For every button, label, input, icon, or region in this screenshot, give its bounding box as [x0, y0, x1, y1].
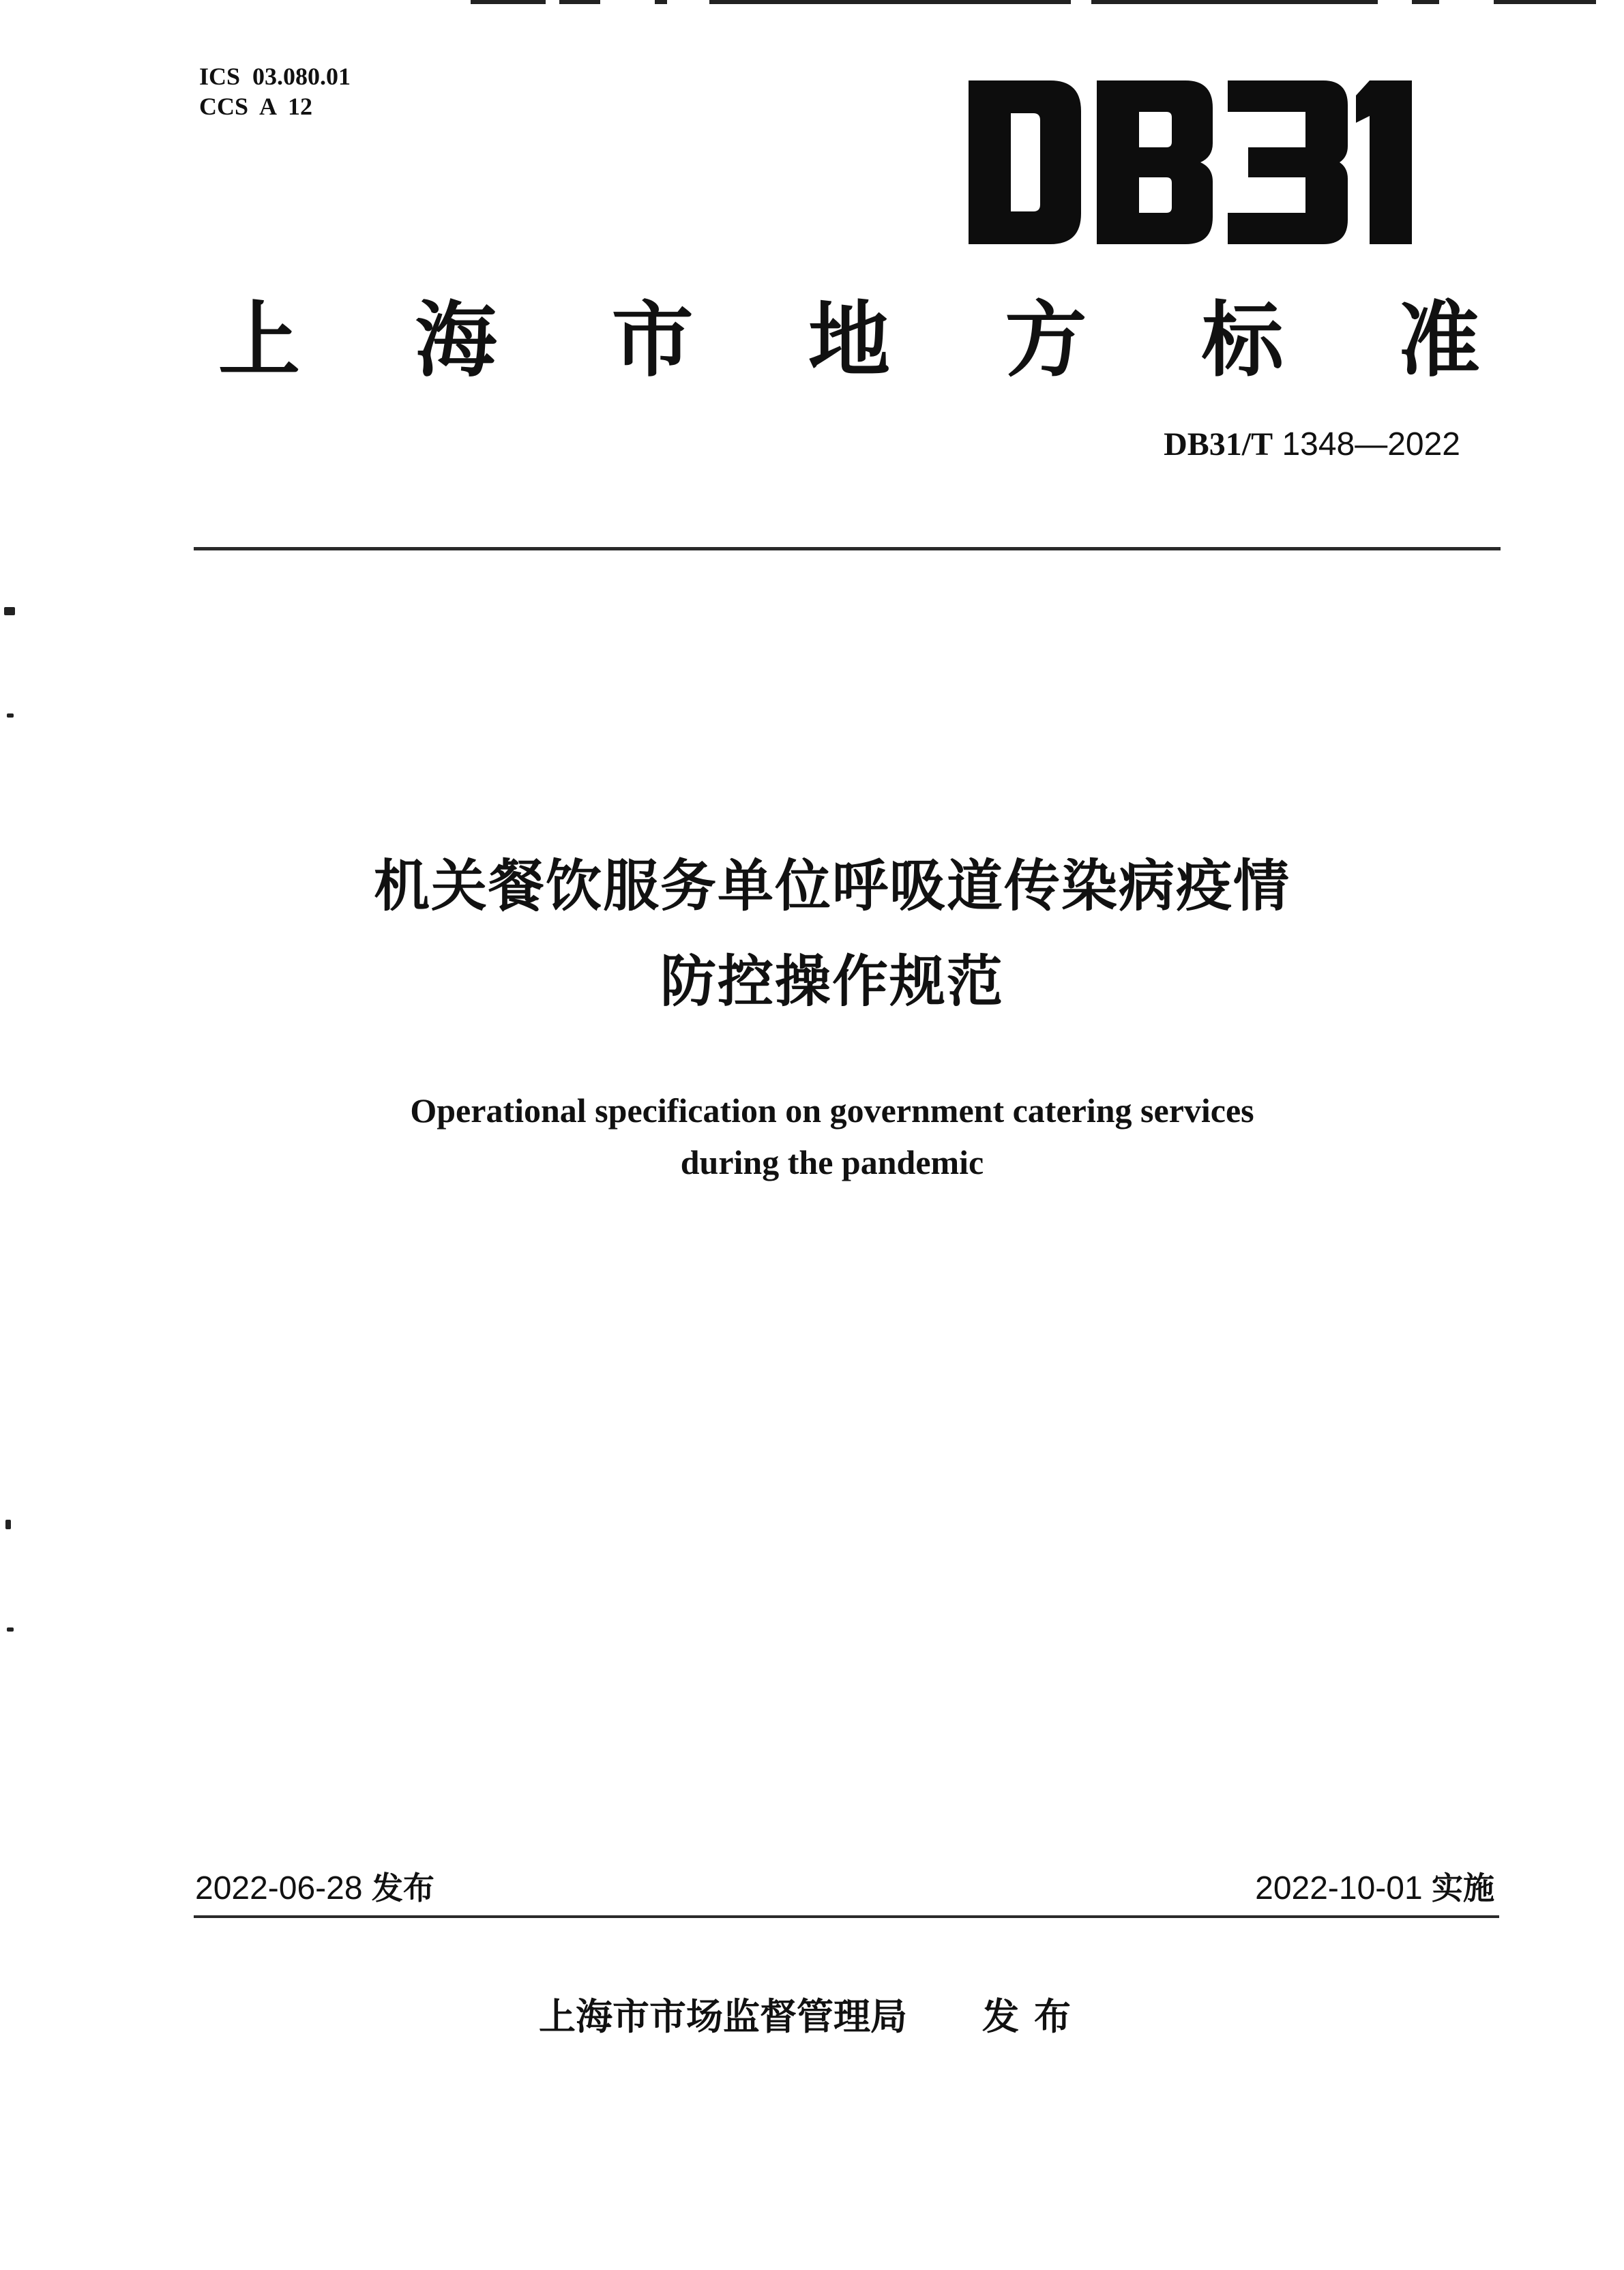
classification-codes — [199, 61, 351, 121]
title-char: 上 — [218, 293, 300, 388]
standard-code-number: 1348—2022 — [1282, 426, 1460, 462]
scan-speck — [7, 713, 14, 718]
standard-type-title — [218, 286, 1480, 396]
issuer-name: 上海市市场监督管理局 — [539, 1995, 907, 2038]
document-title-cn — [136, 839, 1528, 1030]
effective-date: 2022-10-01 — [1255, 1870, 1423, 1906]
standard-code-prefix: DB31/T — [1164, 426, 1273, 462]
scan-speck — [7, 1627, 14, 1632]
title-char: 市 — [611, 293, 694, 388]
title-cn-line-2: 防控操作规范 — [660, 949, 1004, 1014]
title-cn-line-1: 机关餐饮服务单位呼吸道传染病疫情 — [373, 854, 1290, 919]
title-char: 标 — [1201, 293, 1284, 388]
effective-label: 实施 — [1432, 1870, 1494, 1906]
document-title-en — [136, 1085, 1528, 1188]
scan-edge-noise — [0, 0, 1624, 5]
issue-label: 发布 — [371, 1870, 434, 1906]
issuer-action: 发布 — [982, 1995, 1086, 2038]
title-en-line-2: during the pandemic — [680, 1143, 984, 1181]
title-en-line-1: Operational specification on government catering services — [410, 1091, 1254, 1130]
ics-code: ICS 03.080.01 — [199, 63, 351, 90]
title-char: 方 — [1005, 293, 1087, 388]
issue-date: 2022-06-28 — [195, 1870, 363, 1906]
ccs-code: CCS A 12 — [199, 93, 313, 120]
standard-code — [1164, 424, 1460, 465]
title-char: 地 — [808, 293, 890, 388]
db31-logo — [969, 80, 1419, 244]
issuing-authority — [539, 1993, 1086, 2041]
title-char: 海 — [415, 293, 497, 388]
effective-date-line — [1255, 1868, 1494, 1909]
issue-date-line — [195, 1868, 434, 1909]
header-divider — [194, 547, 1501, 550]
footer-divider — [194, 1915, 1499, 1918]
title-char: 准 — [1398, 293, 1480, 388]
scan-speck — [5, 1520, 11, 1529]
scan-speck — [4, 607, 15, 615]
